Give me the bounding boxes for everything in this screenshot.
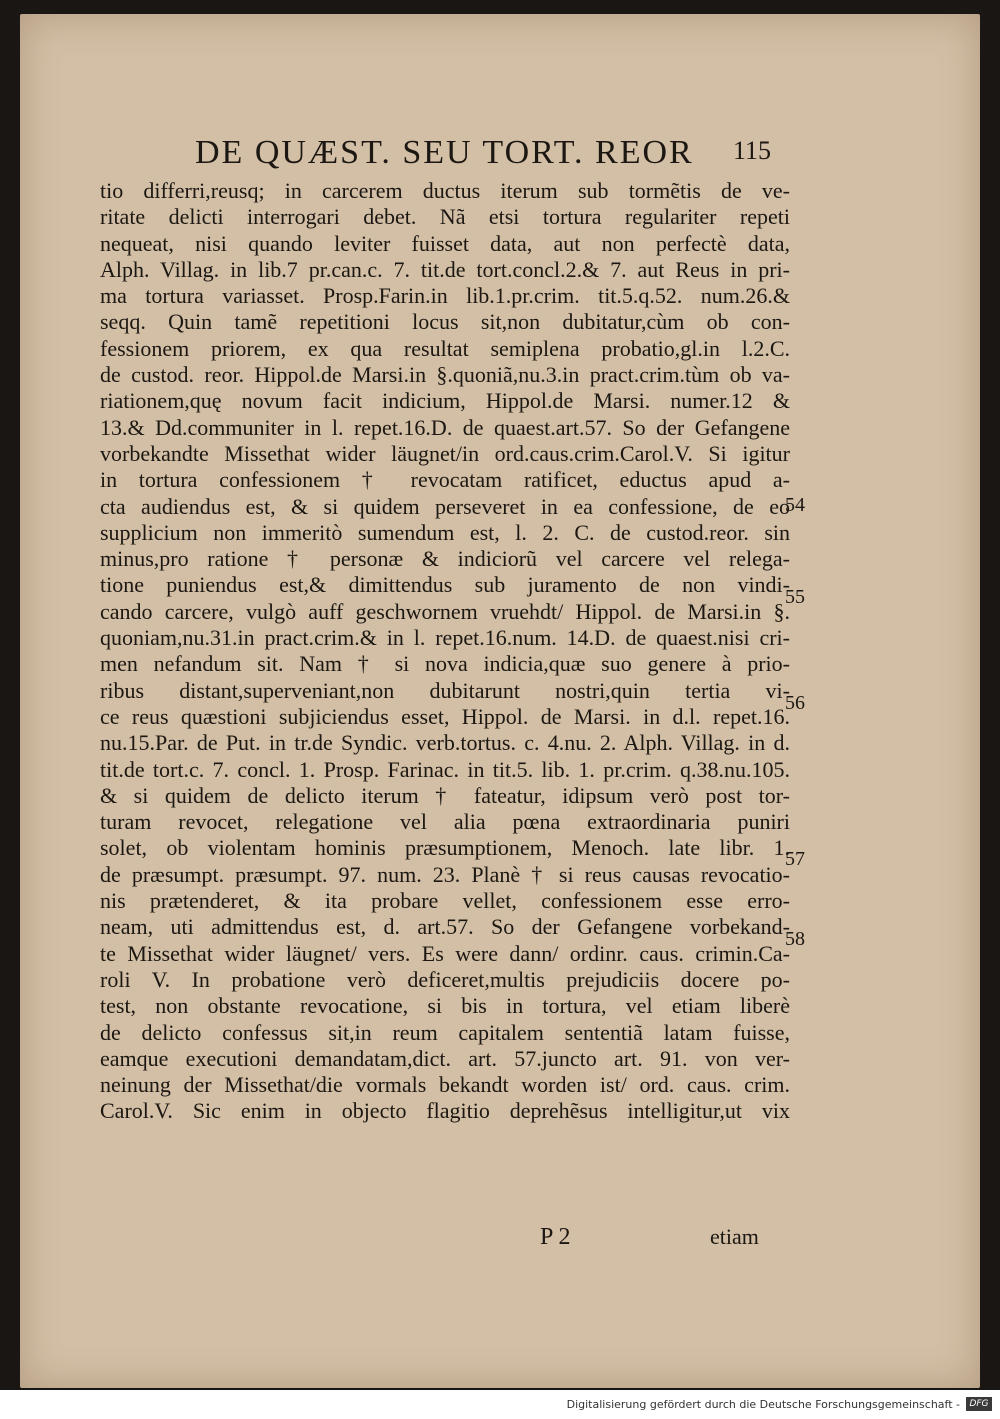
dfg-logo-icon: DFG [966,1397,992,1411]
text-line: nis prætenderet, & ita probare vellet, confessionem esse erro- [100,888,790,914]
body-text [100,178,790,1125]
text-line: & si quidem de delicto iterum † fateatur, idipsum verò post tor- [100,782,790,808]
text-line: supplicium non immeritò sumendum est, l. 2. C. de custod.reor. sin [100,519,790,545]
text-line: riationem,quę novum facit indicium, Hippol.de Marsi. numer.12 & [100,388,790,414]
text-line: Carol.V. Sic enim in objecto flagitio deprehẽsus intelligitur,ut vix [100,1098,790,1124]
text-line: tione puniendus est,& dimittendus sub juramento de non vindi- [100,572,790,598]
margin-number: 56 [785,692,805,714]
signature-mark: P 2 [540,1224,571,1250]
text-line: ritate delicti interrogari debet. Nã etsi tortura regulariter repeti [100,204,790,230]
digitization-credit: Digitalisierung gefördert durch die Deutsche Forschungsgemeinschaft - [566,1398,960,1411]
text-line: minus,pro ratione † personæ & indiciorũ vel carcere vel relega- [100,546,790,572]
text-line: vorbekandte Missethat wider läugnet/in ord.caus.crim.Carol.V. Si igitur [100,440,790,466]
margin-number: 55 [785,586,805,608]
page-header [195,134,795,178]
text-line: quoniam,nu.31.in pract.crim.& in l. repet.16.num. 14.D. de quaest.nisi cri- [100,625,790,651]
text-line: tit.de tort.c. 7. concl. 1. Prosp. Farinac. in tit.5. lib. 1. pr.crim. q.38.nu.105. [100,756,790,782]
running-head: DE QUÆST. SEU TORT. REOR [195,134,694,171]
text-line: Alph. Villag. in lib.7 pr.can.c. 7. tit.de tort.concl.2.& 7. aut Reus in pri- [100,256,790,282]
text-line: fessionem priorem, ex qua resultat semiplena probatio,gl.in l.2.C. [100,335,790,361]
text-line: de delicto confessus sit,in reum capitalem sententiã latam fuisse, [100,1019,790,1045]
margin-number: 57 [785,848,805,870]
text-line: test, non obstante revocatione, si bis in tortura, vel etiam liberè [100,993,790,1019]
margin-number: 58 [785,928,805,950]
page-footer [100,1224,790,1254]
text-line: ma tortura variasset. Prosp.Farin.in lib.1.pr.crim. tit.5.q.52. num.26.& [100,283,790,309]
text-line: in tortura confessionem † revocatam ratificet, eductus apud a- [100,467,790,493]
text-line: men nefandum sit. Nam † si nova indicia,quæ suo genere à prio- [100,651,790,677]
text-line: turam revocet, relegatione vel alia pœna extraordinaria puniri [100,809,790,835]
catchword: etiam [710,1224,759,1249]
text-line: neinung der Missethat/die vormals bekandt worden ist/ ord. caus. crim. [100,1072,790,1098]
text-line: ce reus quæstioni subjiciendus esset, Hippol. de Marsi. in d.l. repet.16. [100,703,790,729]
text-line: te Missethat wider läugnet/ vers. Es were dann/ ordinr. caus. crimin.Ca- [100,940,790,966]
text-line: nequeat, nisi quando leviter fuisset data, aut non perfectè data, [100,230,790,256]
margin-number: 54 [785,494,805,516]
text-line: 13.& Dd.communiter in l. repet.16.D. de quaest.art.57. So der Gefangene [100,414,790,440]
text-line: seqq. Quin tamẽ repetitioni locus sit,non dubitatur,cùm ob con- [100,309,790,335]
text-line: neam, uti admittendus est, d. art.57. So der Gefangene vorbekand- [100,914,790,940]
book-page [20,14,980,1388]
text-line: solet, ob violentam hominis præsumptionem, Menoch. late libr. 1. [100,835,790,861]
text-line: tio differri,reusq; in carcerem ductus iterum sub tormẽtis de ve- [100,178,790,203]
text-line: cta audiendus est, & si quidem perseveret in ea confessione, de eo [100,493,790,519]
text-line: de custod. reor. Hippol.de Marsi.in §.quoniã,nu.3.in pract.crim.tùm ob va- [100,362,790,388]
text-line: eamque executioni demandatam,dict. art. 57.juncto art. 91. von ver- [100,1045,790,1071]
text-line: ribus distant,superveniant,non dubitarunt nostri,quin tertia vi- [100,677,790,703]
text-line: nu.15.Par. de Put. in tr.de Syndic. verb.tortus. c. 4.nu. 2. Alph. Villag. in d. [100,730,790,756]
text-line: de præsumpt. præsumpt. 97. num. 23. Planè † si reus causas revocatio- [100,861,790,887]
credit-bar [0,1396,1000,1416]
text-line: cando carcere, vulgò auff geschwornem vruehdt/ Hippol. de Marsi.in §. [100,598,790,624]
page-number: 115 [733,136,772,165]
text-line: roli V. In probatione verò deficeret,multis prejudiciis docere po- [100,966,790,992]
